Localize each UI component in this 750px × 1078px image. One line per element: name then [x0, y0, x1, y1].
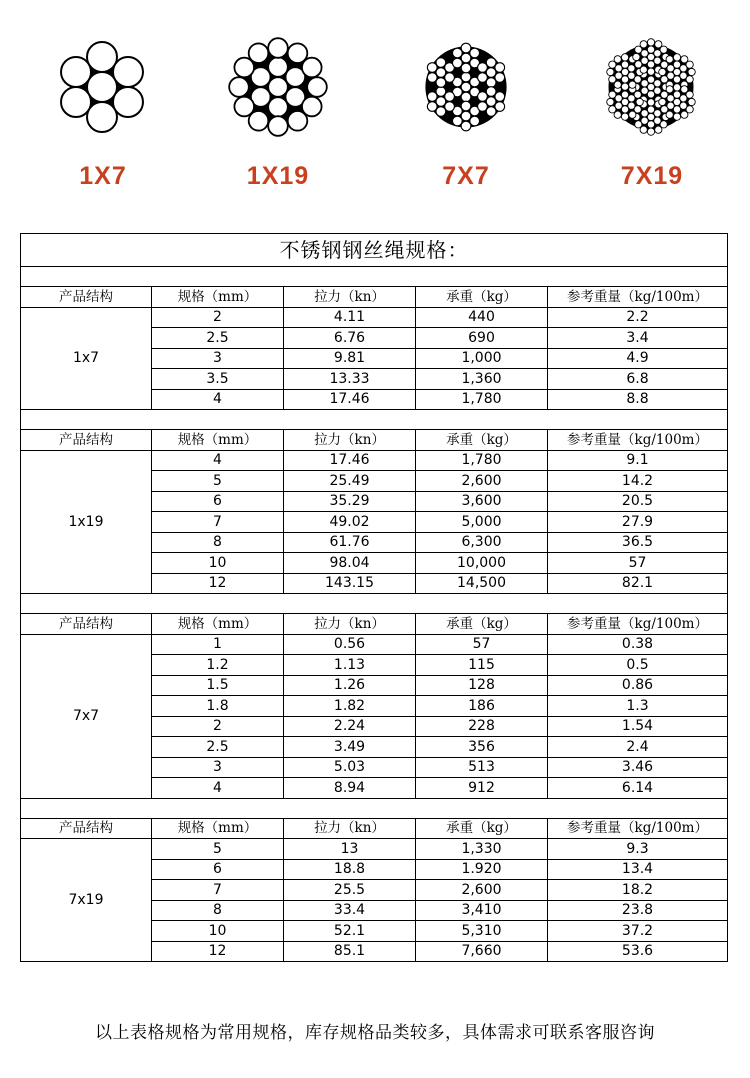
tension-cell: 13.33	[284, 369, 416, 390]
spec-cell: 4	[152, 389, 284, 410]
spacer-cell	[21, 594, 728, 614]
column-header: 参考重量（kg/100m）	[548, 818, 728, 839]
weight-cell: 3.46	[548, 757, 728, 778]
rope-structure-illustrations	[0, 0, 750, 205]
header-row	[21, 818, 728, 839]
load-cell: 10,000	[416, 553, 548, 574]
column-header: 参考重量（kg/100m）	[548, 287, 728, 308]
weight-cell: 4.9	[548, 348, 728, 369]
weight-cell: 13.4	[548, 859, 728, 880]
load-cell: 2,600	[416, 471, 548, 492]
load-cell: 356	[416, 737, 548, 758]
tension-cell: 61.76	[284, 532, 416, 553]
weight-cell: 3.4	[548, 328, 728, 349]
tension-cell: 6.76	[284, 328, 416, 349]
load-cell: 128	[416, 675, 548, 696]
weight-cell: 23.8	[548, 900, 728, 921]
header-row	[21, 614, 728, 635]
column-header: 产品结构	[21, 287, 152, 308]
tension-cell: 85.1	[284, 941, 416, 962]
tension-cell: 0.56	[284, 634, 416, 655]
weight-cell: 53.6	[548, 941, 728, 962]
column-header: 承重（kg）	[416, 430, 548, 451]
spacer-cell	[21, 798, 728, 818]
spec-cell: 2.5	[152, 737, 284, 758]
rope-7x19-cross-section-icon	[601, 32, 701, 142]
footer-note: 以上表格规格为常用规格，库存规格品类较多，具体需求可联系客服咨询	[95, 1023, 655, 1043]
weight-cell: 18.2	[548, 880, 728, 901]
column-header: 规格（mm）	[152, 430, 284, 451]
weight-cell: 6.14	[548, 778, 728, 799]
weight-cell: 27.9	[548, 512, 728, 533]
load-cell: 513	[416, 757, 548, 778]
table-row	[21, 450, 728, 471]
spec-cell: 1.2	[152, 655, 284, 676]
spec-cell: 12	[152, 573, 284, 594]
tension-cell: 98.04	[284, 553, 416, 574]
spec-cell: 12	[152, 941, 284, 962]
tension-cell: 1.13	[284, 655, 416, 676]
spec-cell: 10	[152, 553, 284, 574]
load-cell: 228	[416, 716, 548, 737]
spec-cell: 7	[152, 512, 284, 533]
spec-cell: 3	[152, 757, 284, 778]
load-cell: 1,360	[416, 369, 548, 390]
weight-cell: 9.1	[548, 450, 728, 471]
tension-cell: 9.81	[284, 348, 416, 369]
tension-cell: 49.02	[284, 512, 416, 533]
table-title: 不锈钢钢丝绳规格：	[21, 234, 728, 267]
structure-cell: 1x7	[21, 307, 152, 410]
tension-cell: 18.8	[284, 859, 416, 880]
tension-cell: 13	[284, 839, 416, 860]
spacer-cell	[21, 267, 728, 287]
spec-cell: 8	[152, 532, 284, 553]
tension-cell: 1.82	[284, 696, 416, 717]
load-cell: 186	[416, 696, 548, 717]
column-header: 承重（kg）	[416, 287, 548, 308]
weight-cell: 8.8	[548, 389, 728, 410]
column-header: 承重（kg）	[416, 818, 548, 839]
weight-cell: 9.3	[548, 839, 728, 860]
load-cell: 1,000	[416, 348, 548, 369]
load-cell: 5,310	[416, 921, 548, 942]
spec-cell: 4	[152, 450, 284, 471]
table-row	[21, 307, 728, 328]
structure-label-7x7: 7X7	[442, 162, 490, 190]
spec-cell: 10	[152, 921, 284, 942]
tension-cell: 4.11	[284, 307, 416, 328]
spec-cell: 7	[152, 880, 284, 901]
spec-cell: 1.8	[152, 696, 284, 717]
spec-cell: 6	[152, 491, 284, 512]
tension-cell: 3.49	[284, 737, 416, 758]
table-title-row	[21, 234, 728, 267]
spec-cell: 3	[152, 348, 284, 369]
load-cell: 6,300	[416, 532, 548, 553]
tension-cell: 52.1	[284, 921, 416, 942]
tension-cell: 33.4	[284, 900, 416, 921]
weight-cell: 37.2	[548, 921, 728, 942]
tension-cell: 8.94	[284, 778, 416, 799]
weight-cell: 57	[548, 553, 728, 574]
weight-cell: 2.4	[548, 737, 728, 758]
column-header: 产品结构	[21, 818, 152, 839]
spec-cell: 6	[152, 859, 284, 880]
weight-cell: 1.54	[548, 716, 728, 737]
spec-cell: 2	[152, 716, 284, 737]
structure-cell: 7x19	[21, 839, 152, 962]
weight-cell: 20.5	[548, 491, 728, 512]
spacer-row	[21, 410, 728, 430]
spec-cell: 2	[152, 307, 284, 328]
table-row	[21, 634, 728, 655]
column-header: 参考重量（kg/100m）	[548, 614, 728, 635]
weight-cell: 82.1	[548, 573, 728, 594]
structure-cell: 1x19	[21, 450, 152, 594]
spacer-cell	[21, 410, 728, 430]
column-header: 承重（kg）	[416, 614, 548, 635]
spec-cell: 5	[152, 471, 284, 492]
load-cell: 7,660	[416, 941, 548, 962]
load-cell: 14,500	[416, 573, 548, 594]
weight-cell: 6.8	[548, 369, 728, 390]
load-cell: 57	[416, 634, 548, 655]
specification-table	[20, 233, 728, 962]
structure-label-1x7: 1X7	[79, 162, 127, 190]
weight-cell: 0.38	[548, 634, 728, 655]
spec-cell: 5	[152, 839, 284, 860]
load-cell: 3,410	[416, 900, 548, 921]
tension-cell: 5.03	[284, 757, 416, 778]
header-row	[21, 287, 728, 308]
column-header: 产品结构	[21, 614, 152, 635]
load-cell: 1,780	[416, 450, 548, 471]
weight-cell: 0.5	[548, 655, 728, 676]
rope-7x7-cross-section-icon	[416, 32, 516, 142]
load-cell: 2,600	[416, 880, 548, 901]
structure-label-1x19: 1X19	[246, 162, 310, 190]
column-header: 拉力（kn）	[284, 287, 416, 308]
tension-cell: 17.46	[284, 389, 416, 410]
column-header: 规格（mm）	[152, 287, 284, 308]
load-cell: 5,000	[416, 512, 548, 533]
tension-cell: 2.24	[284, 716, 416, 737]
tension-cell: 17.46	[284, 450, 416, 471]
load-cell: 1,330	[416, 839, 548, 860]
load-cell: 1,780	[416, 389, 548, 410]
column-header: 拉力（kn）	[284, 614, 416, 635]
weight-cell: 36.5	[548, 532, 728, 553]
column-header: 参考重量（kg/100m）	[548, 430, 728, 451]
table-row	[21, 839, 728, 860]
structure-cell: 7x7	[21, 634, 152, 798]
load-cell: 440	[416, 307, 548, 328]
header-row	[21, 430, 728, 451]
rope-1x19-cross-section-icon	[228, 32, 328, 142]
weight-cell: 1.3	[548, 696, 728, 717]
load-cell: 115	[416, 655, 548, 676]
spec-cell: 2.5	[152, 328, 284, 349]
column-header: 规格（mm）	[152, 614, 284, 635]
weight-cell: 14.2	[548, 471, 728, 492]
spec-cell: 3.5	[152, 369, 284, 390]
tension-cell: 25.5	[284, 880, 416, 901]
tension-cell: 1.26	[284, 675, 416, 696]
structure-label-7x19: 7X19	[620, 162, 684, 190]
spec-cell: 8	[152, 900, 284, 921]
spacer-row	[21, 798, 728, 818]
spec-cell: 1.5	[152, 675, 284, 696]
spec-cell: 4	[152, 778, 284, 799]
load-cell: 1.920	[416, 859, 548, 880]
column-header: 拉力（kn）	[284, 430, 416, 451]
spec-cell: 1	[152, 634, 284, 655]
column-header: 产品结构	[21, 430, 152, 451]
spacer-row	[21, 267, 728, 287]
column-header: 规格（mm）	[152, 818, 284, 839]
rope-1x7-cross-section-icon	[52, 32, 152, 142]
column-header: 拉力（kn）	[284, 818, 416, 839]
tension-cell: 35.29	[284, 491, 416, 512]
load-cell: 690	[416, 328, 548, 349]
tension-cell: 25.49	[284, 471, 416, 492]
weight-cell: 2.2	[548, 307, 728, 328]
spacer-row	[21, 594, 728, 614]
load-cell: 912	[416, 778, 548, 799]
tension-cell: 143.15	[284, 573, 416, 594]
weight-cell: 0.86	[548, 675, 728, 696]
load-cell: 3,600	[416, 491, 548, 512]
